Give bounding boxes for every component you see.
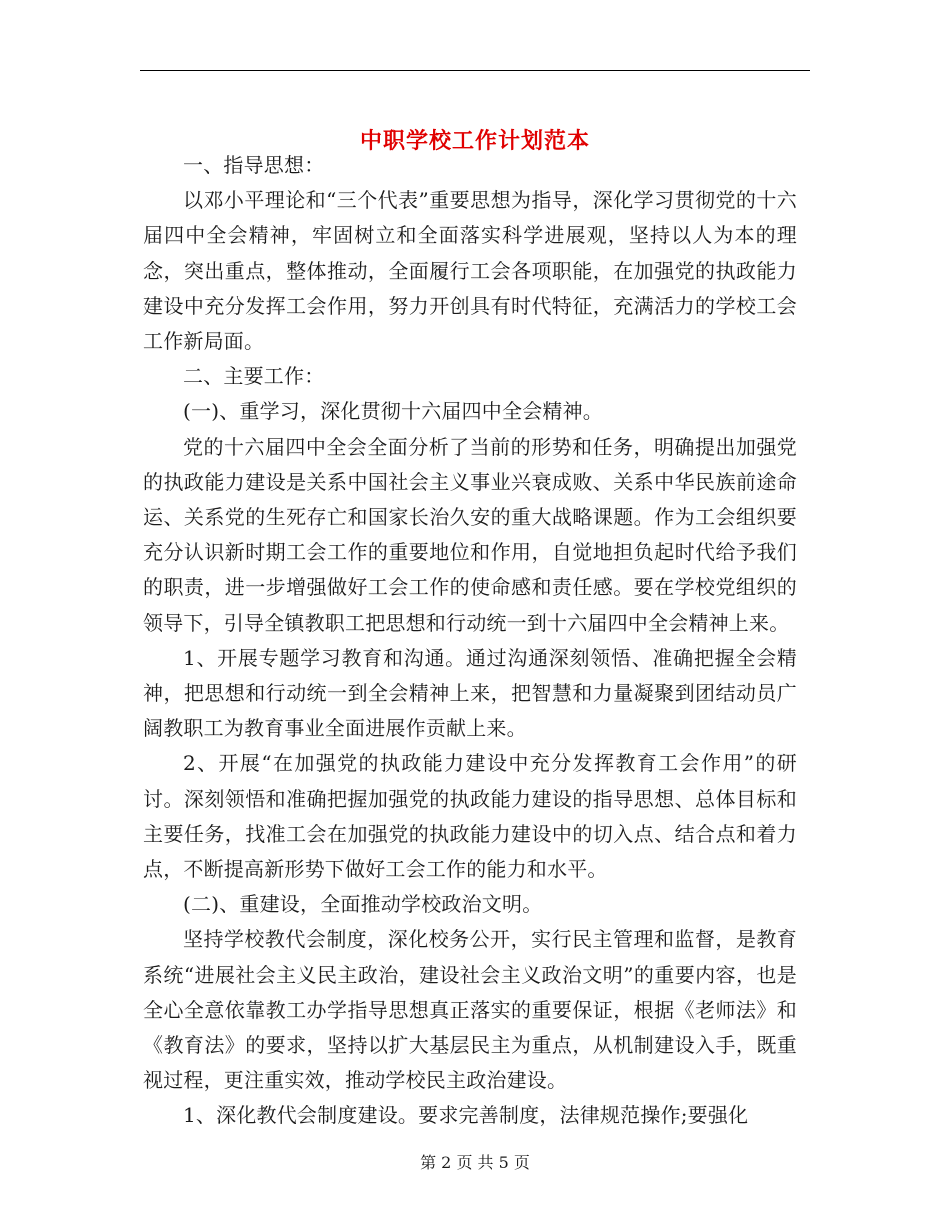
list-item: 1、开展专题学习教育和沟通。通过沟通深刻领悟、准确把握全会精神，把思想和行动统一到全会精神上来，把智慧和力量凝聚到团结动员广阔教职工为教育事业全面进展作贡献上来。 (143, 645, 797, 741)
paragraph: 坚持学校教代会制度，深化校务公开，实行民主管理和监督，是教育系统“进展社会主义民主政治，建设社会主义政治文明”的重要内容，也是全心全意依靠教工办学指导思想真正落实的重要保证，根据《老师法》和《教育法》的要求，坚持以扩大基层民主为重点，从机制建设入手，既重视过程，更注重实效，推动学校民主政治建设。 (143, 927, 797, 1093)
page-number-footer: 第 2 页 共 5 页 (420, 1153, 530, 1172)
section-heading-main-work: 二、主要工作： (183, 364, 325, 389)
header-rule (140, 70, 810, 71)
subsection-heading-construction: (二)、重建设，全面推动学校政治文明。 (183, 892, 543, 917)
list-item: 2、开展“在加强党的执政能力建设中充分发挥教育工会作用”的研讨。深刻领悟和准确把握加强党的执政能力建设的指导思想、总体目标和主要任务，找准工会在加强党的执政能力建设中的切入点、结合点和着力点，不断提高新形势下做好工会工作的能力和水平。 (143, 751, 797, 882)
section-heading-guiding-thought: 一、指导思想： (183, 153, 325, 177)
paragraph: 以邓小平理论和“三个代表”重要思想为指导，深化学习贯彻党的十六届四中全会精神，牢固树立和全面落实科学进展观，坚持以人为本的理念，突出重点，整体推动，全面履行工会各项职能，在加强党的执政能力建设中充分发挥工会作用，努力开创具有时代特征，充满活力的学校工会工作新局面。 (143, 188, 797, 354)
document-body (143, 148, 797, 1134)
list-item: 1、深化教代会制度建设。要求完善制度，法律规范操作;要强化 (183, 1103, 749, 1128)
subsection-heading-study: (一)、重学习，深化贯彻十六届四中全会精神。 (183, 399, 604, 424)
paragraph: 党的十六届四中全会全面分析了当前的形势和任务，明确提出加强党的执政能力建设是关系中国社会主义事业兴衰成败、关系中华民族前途命运、关系党的生死存亡和国家长治久安的重大战略课题。作为工会组织要充分认识新时期工会工作的重要地位和作用，自觉地担负起时代给予我们的职责，进一步增强做好工会工作的使命感和责任感。要在学校党组织的领导下，引导全镇教职工把思想和行动统一到十六届四中全会精神上来。 (143, 434, 797, 635)
document-title: 中职学校工作计划范本 (359, 127, 590, 154)
